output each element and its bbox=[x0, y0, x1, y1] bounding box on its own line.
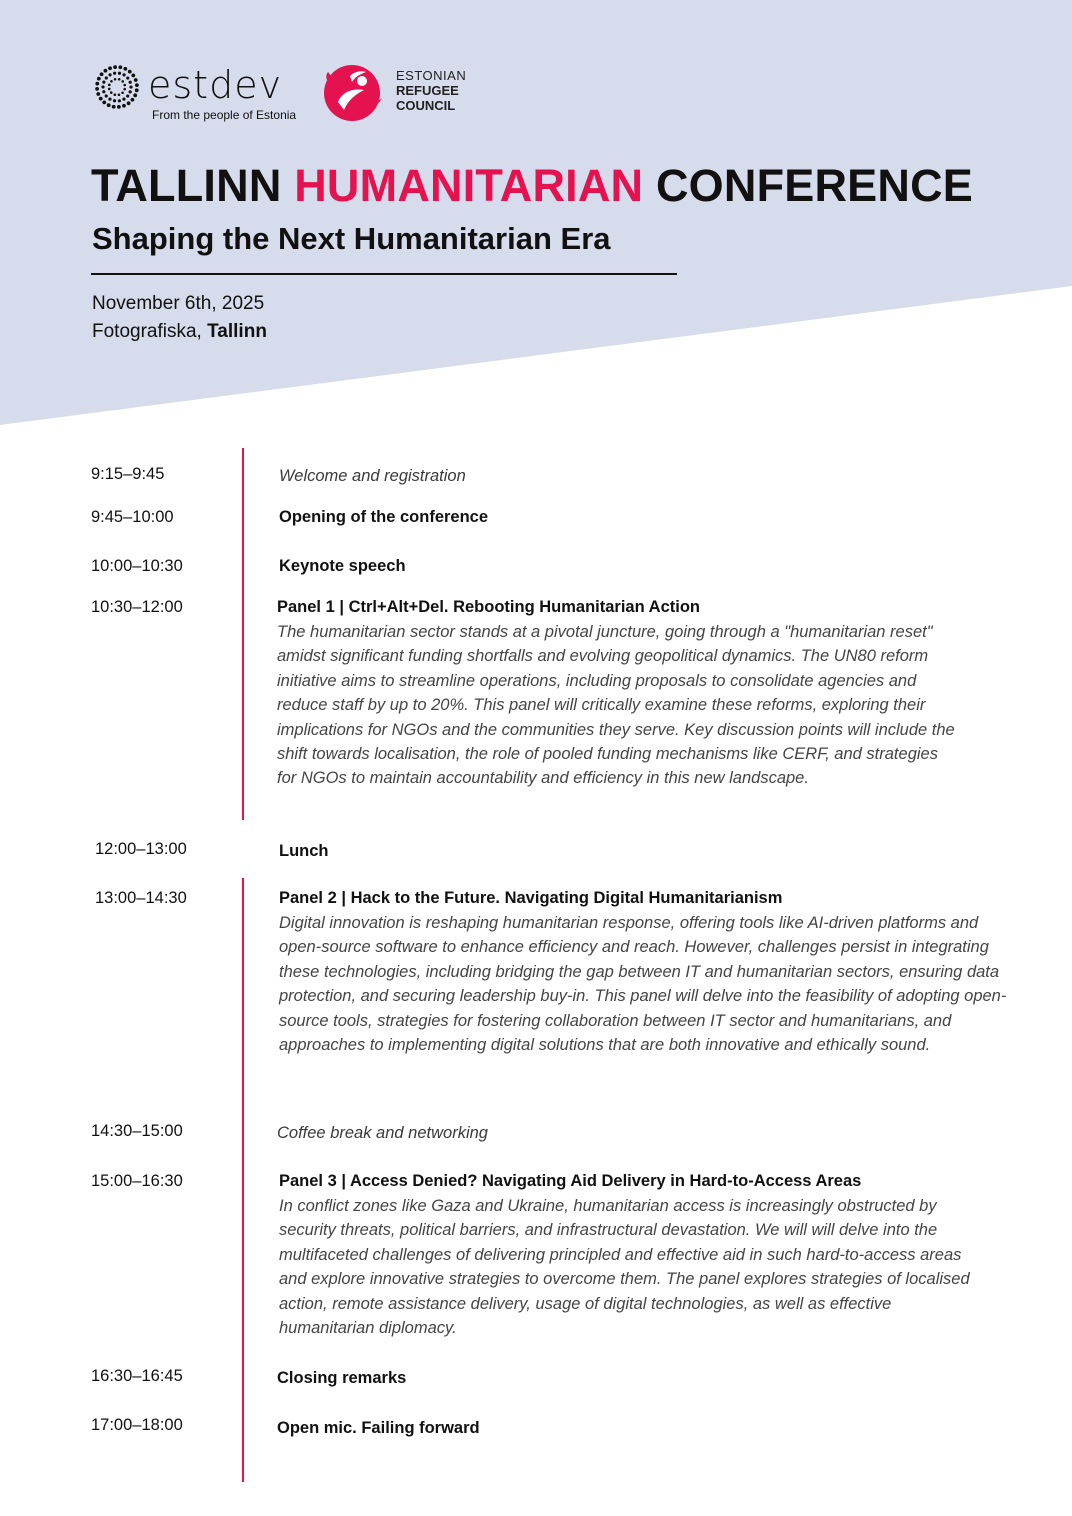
schedule-content bbox=[277, 1367, 1007, 1389]
schedule-time: 12:00–13:00 bbox=[95, 840, 187, 858]
schedule-content bbox=[279, 506, 1009, 528]
schedule-description: The humanitarian sector stands at a pivotal juncture, going through a "humanitarian reset" amidst significant funding shortfalls and evolving geopolitical dynamics. The UN80 reform initiative aims to streamline operations, including proposals to consolidate agencies and reduce staff by up to 20%. This panel will critically examine these reforms, exploring their implications for NGOs and the communities they serve. Key discussion points will include the shift towards localisation, the role of pooled funding mechanisms like CERF, and strategies for NGOs to maintain accountability and efficiency in this new landscape. bbox=[277, 623, 955, 788]
estdev-logo-icon bbox=[94, 64, 140, 110]
venue-city: Tallinn bbox=[207, 321, 267, 342]
schedule-time: 9:15–9:45 bbox=[91, 465, 165, 483]
title-divider bbox=[91, 273, 677, 275]
schedule-content bbox=[277, 1417, 1007, 1439]
title-accent: HUMANITARIAN bbox=[294, 160, 644, 211]
venue-place: Fotografiska, bbox=[92, 321, 208, 342]
schedule-title: Closing remarks bbox=[277, 1369, 407, 1387]
schedule-time: 17:00–18:00 bbox=[91, 1416, 183, 1434]
schedule-title: Keynote speech bbox=[279, 557, 406, 575]
refugee-council-logo-text bbox=[396, 68, 466, 113]
schedule-content bbox=[279, 887, 1007, 1057]
schedule-content bbox=[279, 1170, 991, 1340]
schedule-content bbox=[279, 840, 1009, 862]
page-title bbox=[91, 160, 973, 212]
estdev-logo-text: estdev bbox=[148, 63, 283, 107]
schedule-title: Lunch bbox=[279, 842, 329, 860]
schedule-content bbox=[279, 465, 1009, 487]
schedule-content bbox=[279, 555, 1009, 577]
schedule-content bbox=[277, 1122, 1007, 1144]
schedule-description: In conflict zones like Gaza and Ukraine, humanitarian access is increasingly obstructed by security threats, political barriers, and infrastructural devastation. We will will delve into the multifaceted challenges of delivering principled and effective aid in such hard-to-access areas and explore innovative strategies to overcome them. The panel explores strategies of localised action, remote assistance delivery, usage of digital technologies, as well as effective humanitarian diplomacy. bbox=[279, 1197, 970, 1338]
event-venue bbox=[92, 319, 267, 345]
schedule-time: 15:00–16:30 bbox=[91, 1172, 183, 1190]
timeline-line-2 bbox=[242, 878, 244, 1482]
schedule-time: 9:45–10:00 bbox=[91, 508, 174, 526]
timeline-line-1 bbox=[242, 448, 244, 820]
schedule-title: Panel 2 | Hack to the Future. Navigating Digital Humanitarianism bbox=[279, 889, 783, 907]
schedule-title: Welcome and registration bbox=[279, 467, 466, 485]
refugee-council-logo-icon bbox=[320, 62, 386, 124]
schedule-time: 10:00–10:30 bbox=[91, 557, 183, 575]
erc-line-3: COUNCIL bbox=[396, 98, 456, 113]
schedule-time: 14:30–15:00 bbox=[91, 1122, 183, 1140]
title-part-2: CONFERENCE bbox=[643, 160, 973, 211]
erc-line-2: REFUGEE bbox=[396, 83, 459, 98]
schedule-time: 13:00–14:30 bbox=[95, 889, 187, 907]
page-subtitle: Shaping the Next Humanitarian Era bbox=[92, 221, 611, 256]
schedule-title: Coffee break and networking bbox=[277, 1124, 488, 1142]
erc-line-1: ESTONIAN bbox=[396, 68, 467, 83]
schedule-title: Opening of the conference bbox=[279, 508, 489, 526]
schedule-time: 16:30–16:45 bbox=[91, 1367, 183, 1385]
schedule-title: Panel 3 | Access Denied? Navigating Aid Delivery in Hard-to-Access Areas bbox=[279, 1172, 862, 1190]
schedule-description: Digital innovation is reshaping humanitarian response, offering tools like AI-driven platforms and open-source software to enhance efficiency and reach. However, challenges persist in integrating these technologies, including bridging the gap between IT and humanitarian sectors, ensuring data protection, and securing leadership buy-in. This panel will delve into the feasibility of adopting open-source tools, strategies for fostering collaboration between IT sector and humanitarians, and approaches to implementing digital solutions that are both innovative and ethically sound. bbox=[279, 914, 1007, 1055]
schedule-title: Open mic. Failing forward bbox=[277, 1419, 480, 1437]
logo-bar bbox=[94, 62, 514, 126]
event-date: November 6th, 2025 bbox=[92, 293, 265, 314]
schedule-time: 10:30–12:00 bbox=[91, 598, 183, 616]
schedule-title: Panel 1 | Ctrl+Alt+Del. Rebooting Humanitarian Action bbox=[277, 598, 700, 616]
title-part-1: TALLINN bbox=[91, 160, 295, 211]
schedule-content bbox=[277, 596, 957, 791]
estdev-tagline: From the people of Estonia bbox=[152, 108, 297, 122]
